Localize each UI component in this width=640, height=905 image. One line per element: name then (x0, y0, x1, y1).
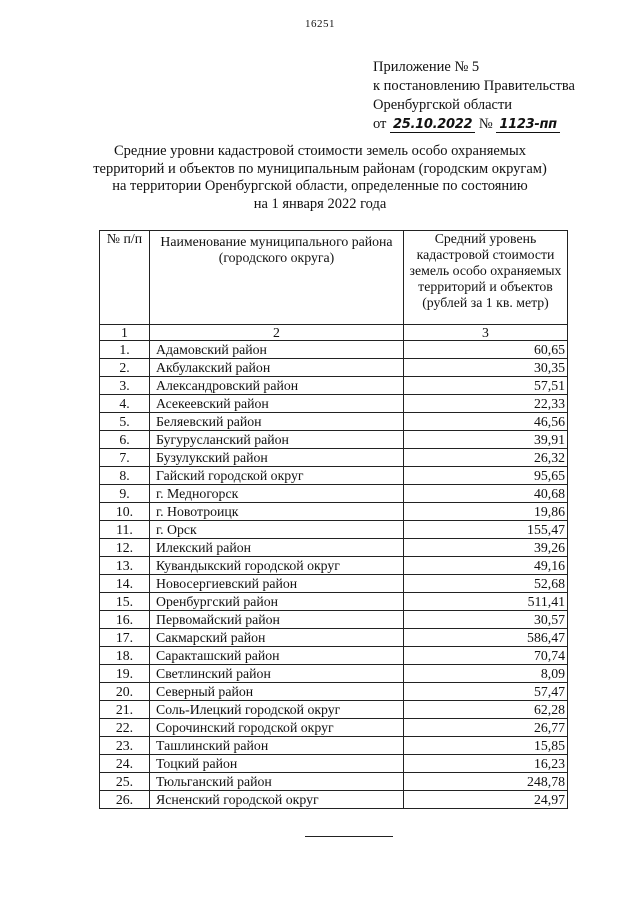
cadastral-value: 30,57 (404, 611, 568, 629)
table-row (100, 503, 568, 521)
district-name: Гайский городской округ (150, 467, 404, 485)
district-name: Бугурусланский район (150, 431, 404, 449)
table-row (100, 683, 568, 701)
title-line-4: на 1 января 2022 года (253, 195, 387, 212)
row-number: 7. (100, 449, 150, 467)
district-name: Оренбургский район (150, 593, 404, 611)
cadastral-value: 95,65 (404, 467, 568, 485)
appendix-resolution: к постановлению Правительства (373, 78, 575, 94)
number-prefix: № (478, 116, 493, 132)
row-number: 13. (100, 557, 150, 575)
district-name: Акбулакский район (150, 359, 404, 377)
row-number: 21. (100, 701, 150, 719)
cadastral-value: 8,09 (404, 665, 568, 683)
district-name: Северный район (150, 683, 404, 701)
table-row (100, 629, 568, 647)
table-row (100, 611, 568, 629)
row-number: 24. (100, 755, 150, 773)
district-name: г. Орск (150, 521, 404, 539)
cadastral-value: 24,97 (404, 791, 568, 809)
district-name: Илекский район (150, 539, 404, 557)
row-number: 15. (100, 593, 150, 611)
district-name: Беляевский район (150, 413, 404, 431)
column-index-row (100, 325, 568, 341)
row-number: 8. (100, 467, 150, 485)
column-index-2: 2 (150, 325, 404, 341)
cadastral-value: 70,74 (404, 647, 568, 665)
header-name: Наименование муниципального района (городского округа) (150, 231, 404, 325)
table-row (100, 647, 568, 665)
row-number: 11. (100, 521, 150, 539)
cadastral-value: 57,51 (404, 377, 568, 395)
row-number: 10. (100, 503, 150, 521)
row-number: 20. (100, 683, 150, 701)
cadastral-value: 248,78 (404, 773, 568, 791)
date-prefix: от (373, 116, 387, 132)
cadastral-value: 46,56 (404, 413, 568, 431)
district-name: Новосергиевский район (150, 575, 404, 593)
table-row (100, 377, 568, 395)
cadastral-value: 30,35 (404, 359, 568, 377)
district-name: Кувандыкский городской округ (150, 557, 404, 575)
district-name: г. Медногорск (150, 485, 404, 503)
row-number: 2. (100, 359, 150, 377)
table-row (100, 539, 568, 557)
cadastral-value: 26,32 (404, 449, 568, 467)
cadastral-value: 40,68 (404, 485, 568, 503)
title-line-1: Средние уровни кадастровой стоимости земель особо охраняемых (114, 143, 526, 159)
cadastral-value: 586,47 (404, 629, 568, 647)
table-body (100, 341, 568, 809)
cadastral-value-table (99, 230, 568, 809)
table-row (100, 755, 568, 773)
district-name: Тоцкий район (150, 755, 404, 773)
table-row (100, 341, 568, 359)
district-name: Сорочинский городской округ (150, 719, 404, 737)
table-row (100, 773, 568, 791)
page-number: 16251 (305, 18, 335, 30)
row-number: 26. (100, 791, 150, 809)
appendix-title: Приложение № 5 (373, 59, 480, 75)
cadastral-value: 39,26 (404, 539, 568, 557)
table-row (100, 359, 568, 377)
appendix-date-line (373, 115, 575, 134)
cadastral-value: 60,65 (404, 341, 568, 359)
cadastral-value: 39,91 (404, 431, 568, 449)
district-name: Светлинский район (150, 665, 404, 683)
district-name: Ташлинский район (150, 737, 404, 755)
table-row (100, 665, 568, 683)
header-num: № п/п (100, 231, 150, 325)
row-number: 16. (100, 611, 150, 629)
cadastral-value: 62,28 (404, 701, 568, 719)
handwritten-date: 25.10.2022 (390, 117, 475, 133)
appendix-region: Оренбургской области (373, 97, 513, 113)
table-row (100, 467, 568, 485)
table-row (100, 593, 568, 611)
cadastral-value: 52,68 (404, 575, 568, 593)
row-number: 12. (100, 539, 150, 557)
row-number: 17. (100, 629, 150, 647)
district-name: Александровский район (150, 377, 404, 395)
header-value: Средний уровень кадастровой стоимости земель особо охраняемых территорий и объектов (рублей за 1 кв. метр) (404, 231, 568, 325)
table-row (100, 413, 568, 431)
row-number: 9. (100, 485, 150, 503)
column-index-1: 1 (100, 325, 150, 341)
appendix-block (373, 58, 575, 134)
table-header-row (100, 231, 568, 325)
row-number: 3. (100, 377, 150, 395)
column-index-3: 3 (404, 325, 568, 341)
table-row (100, 449, 568, 467)
table-row (100, 701, 568, 719)
row-number: 23. (100, 737, 150, 755)
district-name: Ясненский городской округ (150, 791, 404, 809)
table-row (100, 737, 568, 755)
district-name: Адамовский район (150, 341, 404, 359)
table-row (100, 521, 568, 539)
table-row (100, 575, 568, 593)
row-number: 22. (100, 719, 150, 737)
row-number: 19. (100, 665, 150, 683)
table-row (100, 791, 568, 809)
district-name: Первомайский район (150, 611, 404, 629)
cadastral-value: 22,33 (404, 395, 568, 413)
table-row (100, 431, 568, 449)
cadastral-value: 57,47 (404, 683, 568, 701)
table-row (100, 485, 568, 503)
document-title (0, 143, 640, 213)
row-number: 1. (100, 341, 150, 359)
row-number: 18. (100, 647, 150, 665)
row-number: 4. (100, 395, 150, 413)
district-name: Асекеевский район (150, 395, 404, 413)
district-name: Бузулукский район (150, 449, 404, 467)
table-row (100, 557, 568, 575)
district-name: Сакмарский район (150, 629, 404, 647)
row-number: 6. (100, 431, 150, 449)
district-name: Соль-Илецкий городской округ (150, 701, 404, 719)
table-row (100, 395, 568, 413)
closing-divider (305, 836, 393, 837)
table-row (100, 719, 568, 737)
cadastral-value: 19,86 (404, 503, 568, 521)
cadastral-value: 16,23 (404, 755, 568, 773)
row-number: 25. (100, 773, 150, 791)
handwritten-number: 1123-пп (496, 117, 559, 133)
district-name: Тюльганский район (150, 773, 404, 791)
row-number: 5. (100, 413, 150, 431)
district-name: Саракташский район (150, 647, 404, 665)
cadastral-value: 26,77 (404, 719, 568, 737)
district-name: г. Новотроицк (150, 503, 404, 521)
cadastral-value: 511,41 (404, 593, 568, 611)
title-line-2: территорий и объектов по муниципальным районам (городским округам) (93, 160, 547, 177)
cadastral-value: 49,16 (404, 557, 568, 575)
cadastral-value: 15,85 (404, 737, 568, 755)
cadastral-value: 155,47 (404, 521, 568, 539)
title-line-3: на территории Оренбургской области, определенные по состоянию (112, 178, 528, 194)
row-number: 14. (100, 575, 150, 593)
